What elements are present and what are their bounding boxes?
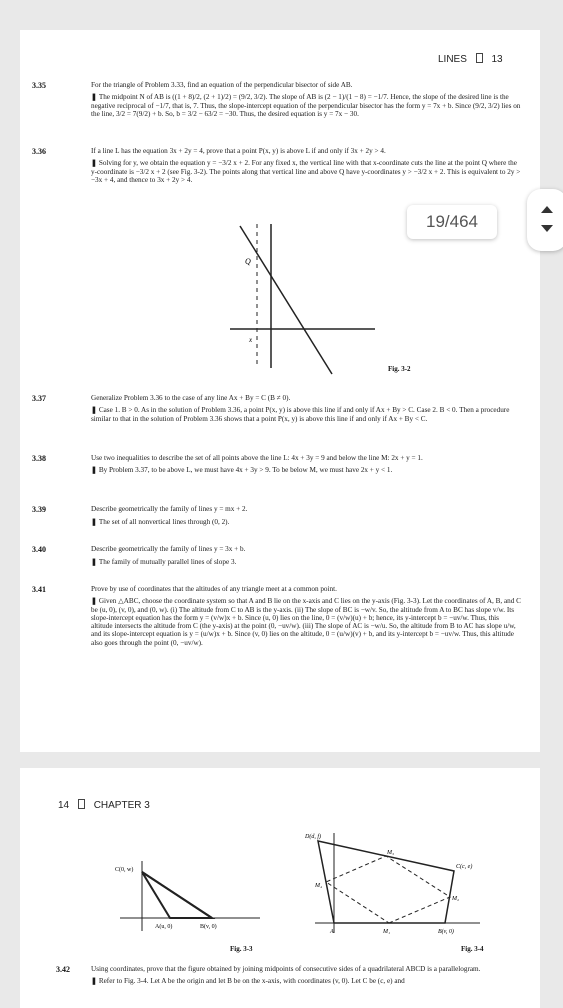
page-13 (20, 30, 540, 752)
problem-3-37 (91, 394, 521, 423)
problem-number: 3.38 (32, 454, 46, 463)
solution-mark: ❚ (91, 466, 99, 475)
problem-number: 3.41 (32, 585, 46, 594)
problem-question: Generalize Problem 3.36 to the case of any line Ax + By = C (B ≠ 0). (91, 394, 291, 402)
problem-solution: By Problem 3.37, to be above L, we must have 4x + 3y > 9. To be below M, we must have 2x + y < 1. (98, 466, 393, 475)
running-header: CHAPTER 3 (93, 800, 150, 811)
problem-number: 3.36 (32, 147, 46, 156)
label-d: D(d, f) (305, 834, 321, 840)
chevron-down-icon[interactable] (541, 225, 553, 232)
problem-solution: Case 1. B > 0. As in the solution of Problem 3.36, a point P(x, y) is above this line if and only if Ax + By > C. Case 2. B < 0. Then a procedure similar to that in the solution of Problem 3.36 shows that a point P(x, y) is above this line if and only if Ax + By < C. (91, 406, 510, 423)
problem-question: Describe geometrically the family of lines y = 3x + b. (91, 545, 246, 553)
square-icon (476, 53, 483, 63)
chevron-up-icon[interactable] (541, 206, 553, 213)
side-bc (142, 872, 212, 918)
page-number: 13 (491, 54, 503, 65)
label-a: A(u, 0) (155, 924, 173, 930)
problem-3-35 (91, 81, 521, 118)
label-b: B(v, 0) (200, 924, 217, 930)
label-b: B(v, 0) (438, 929, 454, 935)
line-l (240, 226, 332, 374)
solution-mark: ❚ (91, 406, 99, 415)
problem-3-40 (91, 545, 521, 567)
problem-solution: Refer to Fig. 3-4. Let A be the origin and let B be on the x-axis, with coordinates (v, 0). Let C be (c, e) and (98, 977, 405, 986)
problem-3-38 (91, 454, 521, 475)
label-m2: M₂ (452, 896, 460, 902)
figure-3-4 (275, 823, 485, 943)
label-m3: M₃ (387, 850, 395, 856)
problem-3-42 (91, 965, 521, 986)
page-number: 14 (58, 800, 70, 811)
solution-mark: ❚ (91, 977, 99, 986)
solution-mark: ❚ (91, 518, 99, 527)
square-icon (78, 799, 85, 809)
figure-caption: Fig. 3-3 (230, 945, 253, 953)
problem-number: 3.40 (32, 545, 46, 554)
problem-number: 3.42 (56, 965, 70, 974)
page-14 (20, 768, 540, 1008)
problem-question: Using coordinates, prove that the figure obtained by joining midpoints of consecutive sides of a quadrilateral ABCD is a parallelogram. (91, 965, 481, 973)
page-scroll-control[interactable] (527, 189, 563, 251)
figure-3-2 (220, 216, 380, 376)
problem-question: Describe geometrically the family of lines y = mx + 2. (91, 505, 248, 513)
figure-caption: Fig. 3-4 (461, 945, 484, 953)
problem-solution: The midpoint N of AB is ((1 + 8)/2, (2 + 1)/2) = (9/2, 3/2). The slope of AB is (2 − 1)/(1 − 8) = −1/7. Hence, the slope of the desired line is the negative reciprocal of −1/7, that is, 7. Thus, the slope-intercept equation of the perpendicular bisector has the form y = 7x + b. Since (9/2, 3/2) lies on the line, 3/2 = 7(9/2) + b. So, b = 3/2 − 63/2 = −30. Thus, the desired equation is y = 7x − 30. (91, 93, 521, 118)
problem-question: Use two inequalities to describe the set of all points above the line L: 4x + 3y = 9 and below the line M: 2x + y = 1. (91, 454, 423, 462)
problem-number: 3.39 (32, 505, 46, 514)
quadrilateral-abcd (318, 841, 454, 923)
solution-mark: ❚ (91, 159, 99, 168)
problem-number: 3.35 (32, 81, 46, 90)
problem-solution: The set of all nonvertical lines through (0, 2). (98, 518, 230, 527)
label-c: C(0, w) (115, 867, 134, 873)
problem-solution: Solving for y, we obtain the equation y = −3/2 x + 2. For any fixed x, the vertical line with that x-coordinate cuts the line at the point Q where the y-coordinate is −3/2 x + 2 (see Fig. 3-2). The points along that vertical line and above Q have y-coordinates y > −3/2 x + 2. This is equivalent to 2y > −3x + 4, and thence to 3x + 2y > 4. (91, 159, 521, 184)
solution-mark: ❚ (91, 597, 99, 606)
page-counter: 19/464 (407, 205, 497, 239)
problem-question: Prove by use of coordinates that the altitudes of any triangle meet at a common point. (91, 585, 337, 593)
figure-caption: Fig. 3-2 (388, 365, 411, 373)
label-m1: M₁ (383, 929, 391, 935)
problem-3-39 (91, 505, 521, 527)
problem-solution: Given △ABC, choose the coordinate system so that A and B lie on the x-axis and C lies on the y-axis (Fig. 3-3). Let the coordinates of A, B, and C be (u, 0), (v, 0), and (0, w). (i) The altitude from C to AB is the y-axis. (ii) The slope of BC is −w/v. So, the altitude from A to BC has slope v/w. Its slope-intercept equation has the form y = (v/w)x + b. Since (u, 0) lies on the line, 0 = (v/w)(u) + b; hence, its y-intercept b = −uv/w. Thus, this altitude intersects the altitude from C (the y-axis) at the point (0, −uv/w). (iii) The slope of AC is −w/u. So, the altitude from B to AC has slope u/w, and its slope-intercept equation is y = (u/w)x + b. Since (v, 0) lies on the altitude, 0 = (u/w)(v) + b, and its y-intercept b = −uv/w. Thus, this altitude also goes through the point (0, −uv/w). (91, 597, 521, 647)
solution-mark: ❚ (91, 558, 99, 567)
solution-mark: ❚ (91, 93, 99, 102)
problem-solution: The family of mutually parallel lines of slope 3. (98, 558, 237, 567)
label-q: Q (245, 257, 251, 266)
label-x: x (249, 336, 253, 344)
label-a: A (330, 929, 334, 935)
problem-question: For the triangle of Problem 3.33, find an equation of the perpendicular bisector of side AB. (91, 81, 353, 89)
problem-3-36 (91, 147, 521, 184)
problem-3-41 (91, 585, 521, 647)
figure-3-3 (115, 856, 265, 946)
running-header: LINES (438, 54, 467, 65)
label-c: C(c, e) (456, 864, 473, 870)
problem-number: 3.37 (32, 394, 46, 403)
label-m4: M₄ (315, 883, 323, 889)
problem-question: If a line L has the equation 3x + 2y = 4, prove that a point P(x, y) is above L if and only if 3x + 2y > 4. (91, 147, 386, 155)
